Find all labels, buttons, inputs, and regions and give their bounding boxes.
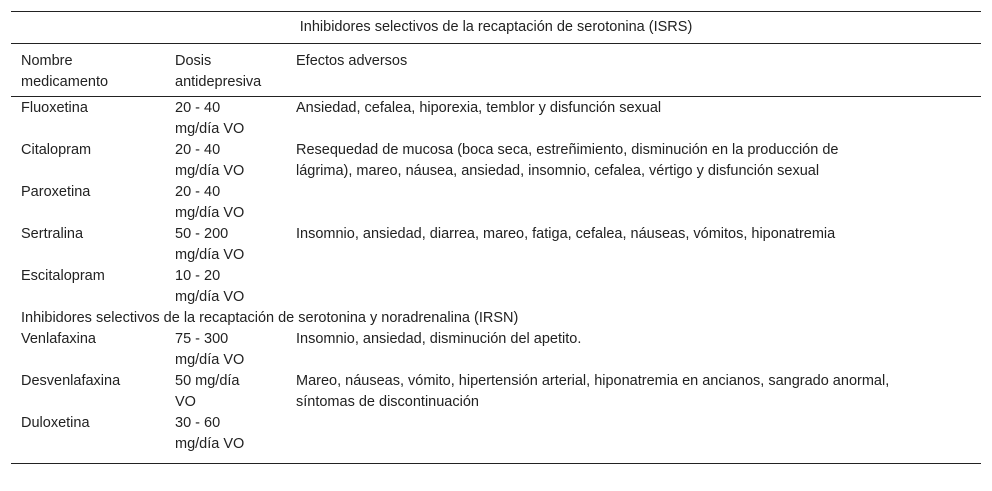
drug-table-container [11,11,981,464]
dose-line2: mg/día VO [175,289,245,305]
effects-line2: lágrima), mareo, náusea, ansiedad, insomnio, cefalea, vértigo y disfunción sexual [296,163,820,179]
section-row-irsn [11,308,981,329]
drug-name: Sertralina [21,226,84,242]
drug-effects [286,97,981,141]
drug-name: Desvenlafaxina [21,373,121,389]
drug-effects [286,266,981,308]
effects-line1: Insomnio, ansiedad, disminución del apetito. [296,331,582,347]
drug-dose [165,224,286,266]
effects-line1: Insomnio, ansiedad, diarrea, mareo, fatiga, cefalea, náuseas, vómitos, hiponatremia [296,226,836,242]
drug-name: Citalopram [21,142,92,158]
header-name-line2: medicamento [21,74,109,90]
table-row [11,97,981,141]
header-name-line1: Nombre [21,53,73,69]
table-row [11,140,981,182]
table-title-row [11,12,981,44]
drug-dose [165,140,286,182]
drug-dose [165,371,286,413]
dose-line1: 50 - 200 [175,226,229,242]
table-row [11,413,981,464]
dose-line1: 75 - 300 [175,331,229,347]
dose-line1: 30 - 60 [175,415,221,431]
drug-dose [165,266,286,308]
antidepressant-table [11,11,981,464]
drug-dose [165,413,286,464]
drug-dose [165,97,286,141]
dose-line2: mg/día VO [175,121,245,137]
dose-line2: VO [175,394,196,410]
drug-name: Duloxetina [11,413,165,464]
section-title-irsn: Inhibidores selectivos de la recaptación de serotonina y noradrenalina (IRSN) [21,310,519,326]
drug-name: Paroxetina [21,184,91,200]
header-name [11,44,165,97]
table-header-row [11,44,981,97]
table-row [11,224,981,266]
dose-line1: 20 - 40 [175,100,221,116]
drug-name: Escitalopram [21,268,105,284]
header-effects: Efectos adversos [286,44,981,97]
drug-effects [286,140,981,182]
dose-line1: 20 - 40 [175,142,221,158]
drug-effects [286,329,981,371]
drug-effects [286,413,981,464]
effects-line1: Resequedad de mucosa (boca seca, estreñimiento, disminución en la producción de [296,142,839,158]
dose-line2: mg/día VO [175,205,245,221]
dose-line2: mg/día VO [175,352,245,368]
drug-effects [286,371,981,413]
dose-line1: 20 - 40 [175,184,221,200]
drug-name: Fluoxetina [21,100,88,116]
drug-dose [165,182,286,224]
table-row [11,266,981,308]
drug-dose [165,329,286,371]
drug-effects [286,182,981,224]
dose-line1: 50 mg/día [175,373,240,389]
dose-line1: 10 - 20 [175,268,221,284]
effects-line1: Mareo, náuseas, vómito, hipertensión arterial, hiponatremia en ancianos, sangrado anormal, [296,373,890,389]
dose-line2: mg/día VO [175,247,245,263]
header-dose-line1: Dosis [175,53,212,69]
table-title: Inhibidores selectivos de la recaptación de serotonina (ISRS) [11,12,981,44]
dose-line2: mg/día VO [175,163,245,179]
effects-line1: Ansiedad, cefalea, hiporexia, temblor y disfunción sexual [296,100,662,116]
table-row [11,182,981,224]
drug-name: Venlafaxina [21,331,96,347]
effects-line2: síntomas de discontinuación [296,394,479,410]
dose-line2: mg/día VO [175,436,245,452]
table-row [11,371,981,413]
header-dose-line2: antidepresiva [175,74,262,90]
table-row [11,329,981,371]
drug-effects [286,224,981,266]
header-dose [165,44,286,97]
